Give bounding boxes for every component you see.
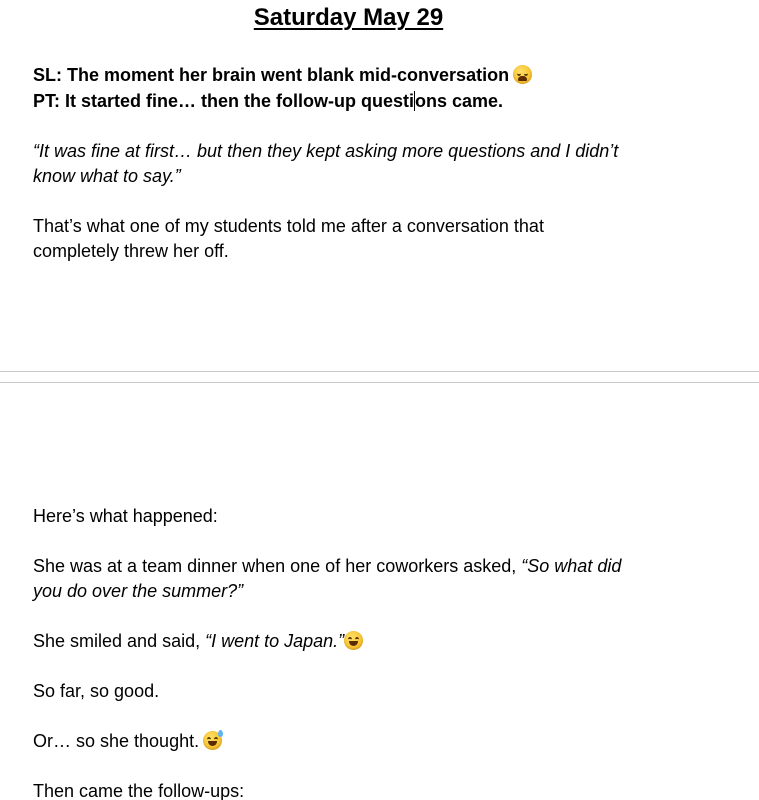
paragraph-1-line-1: That’s what one of my students told me after a conversation that	[33, 216, 544, 236]
dinner-line-1-quote: “So what did	[521, 556, 622, 576]
or-so-text: Or… so she thought.	[33, 731, 200, 751]
quote-line-1: “It was fine at first… but then they kept asking more questions and I didn’t	[33, 141, 619, 161]
pt-line[interactable]	[33, 89, 503, 114]
pt-line-text-before-cursor: PT: It started fine… then the follow-up questi	[33, 91, 414, 111]
pt-line-text-after-cursor: ons came.	[415, 91, 504, 111]
dinner-line-2: you do over the summer?”	[33, 581, 244, 601]
so-far-line: So far, so good.	[33, 681, 160, 701]
paragraph-1-line-2: completely threw her off.	[33, 241, 229, 261]
heres-what-happened: Here’s what happened:	[33, 506, 218, 526]
sl-line-text: SL: The moment her brain went blank mid-conversation	[33, 65, 510, 85]
grinning-face-icon	[344, 631, 363, 650]
japan-line-plain: She smiled and said,	[33, 631, 206, 651]
or-so-line	[33, 729, 222, 754]
page-break-divider	[0, 371, 759, 383]
japan-line-quote: “I went to Japan.”	[205, 631, 345, 651]
quote-line-2: know what to say.”	[33, 166, 181, 186]
document-title: Saturday May 29	[253, 4, 444, 31]
sl-line	[33, 63, 532, 88]
dinner-line-1	[33, 554, 621, 579]
japan-line	[33, 629, 363, 654]
grinning-sweat-face-icon	[203, 731, 222, 750]
weary-face-icon	[513, 65, 532, 84]
dinner-line-1-plain: She was at a team dinner when one of her coworkers asked,	[33, 556, 522, 576]
then-came-line: Then came the follow-ups:	[33, 781, 245, 800]
